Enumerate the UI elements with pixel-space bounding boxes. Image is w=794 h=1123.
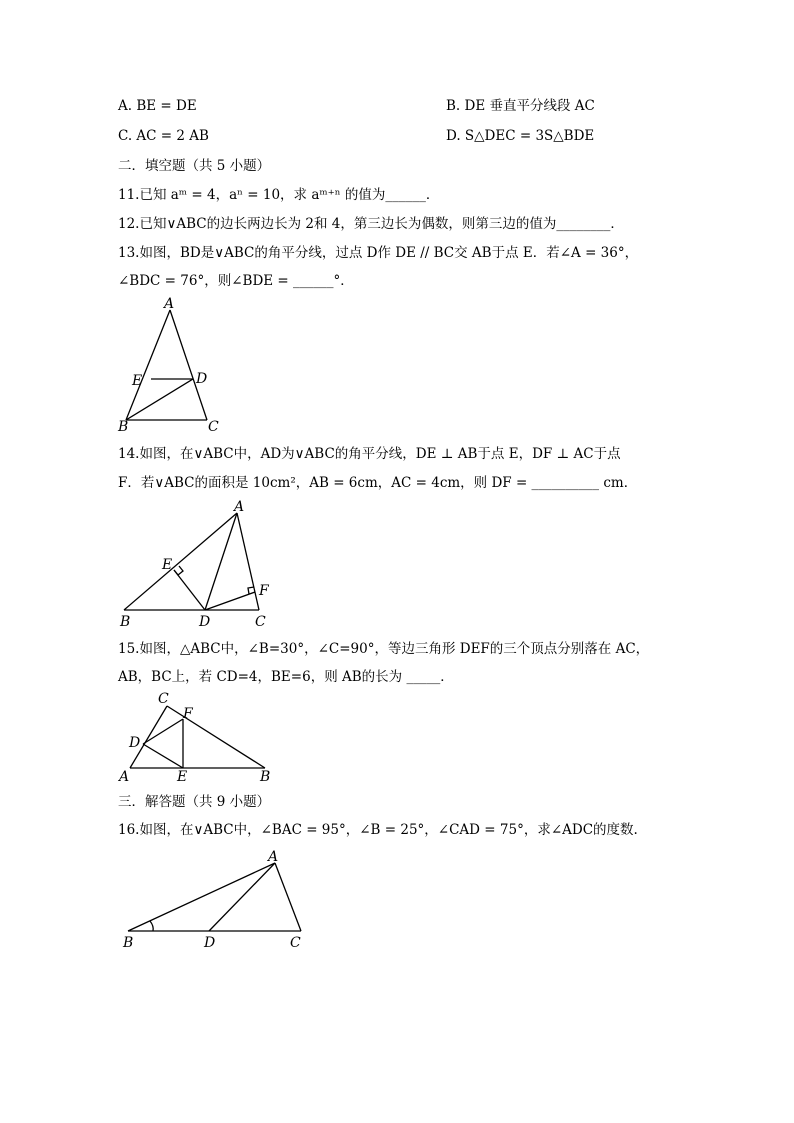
label-c: C (208, 419, 219, 435)
label-a: A (234, 499, 245, 515)
segment-ab (128, 863, 275, 931)
segment-df (205, 592, 255, 610)
segment-ac (237, 513, 259, 610)
question-11: 11.已知 aᵐ = 4，aⁿ = 10，求 aᵐ⁺ⁿ 的值为______． (118, 187, 440, 203)
label-d: D (204, 935, 216, 951)
question-14-line-2: F．若∨ABC的面积是 10cm²，AB = 6cm，AC = 4cm，则 DF = __________ cm． (118, 475, 638, 491)
figure-14 (110, 497, 280, 632)
label-a: A (164, 296, 175, 312)
label-b: B (123, 935, 134, 951)
segment-ab (126, 310, 170, 420)
label-e: E (177, 769, 188, 785)
label-b: B (260, 769, 271, 785)
label-b: B (118, 419, 129, 435)
section-2-title: 二．填空题（共 5 小题） (118, 158, 271, 174)
option-d: D. S△DEC = 3S△BDE (446, 128, 595, 144)
question-15-line-1: 15.如图，△ABC中，∠B=30°，∠C=90°，等边三角形 DEF的三个顶点分别落在 AC， (118, 641, 650, 657)
label-c: C (158, 691, 169, 707)
angle-b-arc (150, 921, 153, 931)
label-d: D (199, 614, 211, 630)
question-13-line-2: ∠BDC = 76°，则∠BDE = ______°． (118, 273, 354, 289)
label-d: D (196, 371, 208, 387)
right-angle-e (174, 566, 183, 575)
label-c: C (290, 935, 301, 951)
segment-ac (275, 863, 301, 931)
segment-de (143, 744, 183, 768)
label-d: D (129, 735, 141, 751)
label-f: F (259, 583, 269, 599)
label-e: E (162, 557, 173, 573)
label-c: C (255, 614, 266, 630)
label-f: F (183, 706, 193, 722)
segment-ab (124, 513, 237, 610)
section-3-title: 三．解答题（共 9 小题） (118, 794, 271, 810)
option-c: C. AC = 2 AB (118, 128, 209, 144)
figure-15 (110, 688, 280, 786)
label-b: B (120, 614, 131, 630)
segment-ad (209, 863, 275, 931)
segment-de (174, 570, 205, 610)
question-13-line-1: 13.如图，BD是∨ABC的角平分线，过点 D作 DE // BC交 AB于点 E．若∠A = 36°， (118, 245, 639, 261)
option-a: A. BE = DE (118, 98, 197, 114)
question-12: 12.已知∨ABC的边长两边长为 2和 4，第三边长为偶数，则第三边的值为________． (118, 216, 624, 232)
label-a: A (268, 849, 279, 865)
segment-df (143, 719, 183, 744)
figure-16 (110, 843, 320, 953)
label-e: E (132, 373, 143, 389)
question-16-line-1: 16.如图，在∨ABC中，∠BAC = 95°，∠B = 25°，∠CAD = 75°，求∠ADC的度数. (118, 822, 638, 838)
label-a: A (119, 769, 130, 785)
segment-cb (167, 706, 265, 768)
segment-ac (170, 310, 207, 420)
figure-13 (110, 295, 230, 435)
question-15-line-2: AB，BC上，若 CD=4，BE=6，则 AB的长为 _____． (118, 669, 454, 685)
question-14-line-1: 14.如图，在∨ABC中，AD为∨ABC的角平分线，DE ⊥ AB于点 E，DF ⊥ AC于点 (118, 446, 621, 462)
option-b: B. DE 垂直平分线段 AC (446, 98, 595, 114)
